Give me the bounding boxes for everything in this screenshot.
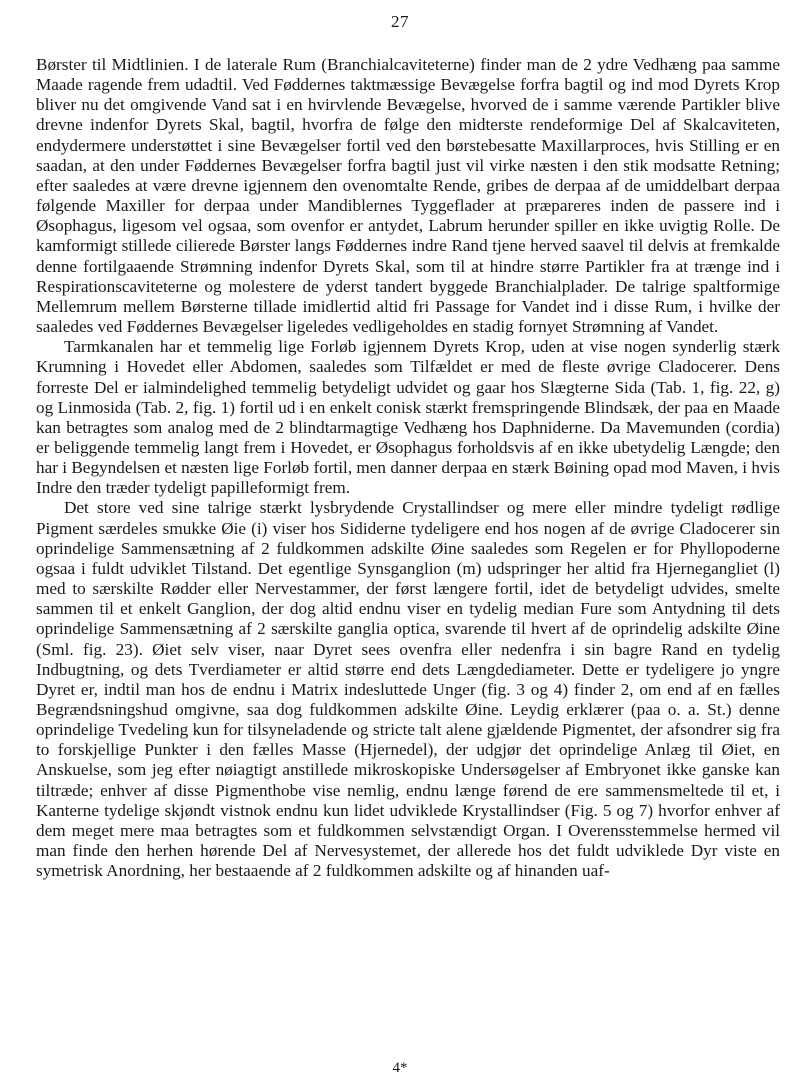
signature-mark: 4* [392, 1060, 408, 1076]
paragraph-2: Tarmkanalen har et temmelig lige Forløb igjennem Dyrets Krop, uden at vise nogen synderlig stærk Krumning i Hovedet eller Abdomen, saaledes som Tilfældet er med de fleste øvrige Cladocerer. Dens forreste Del er ialmindelighed temmelig betydeligt udvidet og gaar hos Slægterne Sida (Tab. 1, fig. 22, g) og Linmosida (Tab. 2, fig. 1) fortil ud i en enkelt conisk stærkt fremspringende Blindsæk, der paa en Maade kan betragtes som analog med de 2 blindtarmagtige Vedhæng hos Daphniderne. Da Mavemunden (cordia) er beliggende temmelig langt frem i Hovedet, er Øsophagus forholdsvis af en ikke ubetydelig Længde; den har i Begyndelsen et næsten lige Forløb fortil, men danner derpaa en stærk Bøining opad mod Maven, i hvis Indre den træder tydeligt papilleformigt frem. [36, 337, 780, 498]
paragraph-1: Børster til Midtlinien. I de laterale Rum (Branchialcaviteterne) finder man de 2 ydre Vedhæng paa samme Maade ragende frem udadtil. Ved Føddernes taktmæssige Bevægelse forfra bagtil og ind mod Dyrets Krop bliver nu det omgivende Vand sat i en hvirvlende Bevægelse, hvorved de i samme værende Partikler blive drevne indenfor Dyrets Skal, bagtil, hvorfra de følge den midterste rendeformige Del af Skalcaviteten, endydermere understøttet i sine Bevægelser fortil ved den børstebesatte Maxillarproces, hvis Stilling er en saadan, at den under Føddernes Bevægelser forfra bagtil just vil virke næsten i den stik modsatte Retning; efter saaledes at være drevne igjennem den ovenomtalte Rende, gribes de derpaa af de umiddelbart derpaa følgende Maxiller for derpaa under Mandiblernes Tyggeflader at præpareres inden de passere ind i Øsophagus, ligesom vel ogsaa, som ovenfor er antydet, Labrum herunder spiller en ikke uvigtig Rolle. De kamformigt stillede cilierede Børster langs Føddernes indre Rand tjene herved saavel til delvis at fremkalde denne fortilgaaende Strømning indenfor Dyrets Skal, som til at hindre større Partikler fra at trænge ind i Respirationscaviteterne og molestere de yderst tandert byggede Branchialplader. De talrige spaltformige Mellemrum mellem Børsterne tillade imidlertid altid fri Passage for Vandet ind i disse Rum, i hvilke der saaledes ved Føddernes Bevægelser ligeledes vedligeholdes en stadig fornyet Strømning af Vandet. [36, 55, 780, 337]
body-text [36, 55, 780, 881]
paragraph-3: Det store ved sine talrige stærkt lysbrydende Crystallindser og mere eller mindre tydeligt rødlige Pigment særdeles smukke Øie (i) viser hos Sididerne tydeligere end hos nogen af de øvrige Cladocerer sin oprindelige Sammensætning af 2 fuldkommen adskilte Øine saaledes som Regelen er for Phyllopoderne ogsaa i fuldt udviklet Tilstand. Det egentlige Synsganglion (m) udspringer her altid fra Hjernegangliet (l) med to særskilte Rødder eller Nervestammer, der først længere fortil, idet de betydeligt udvides, smelte sammen til et enkelt Ganglion, der dog altid endnu viser en tydelig median Fure som Antydning til dets oprindelige Sammensætning af 2 særskilte ganglia optica, svarende til hvert af de oprindelig adskilte Øine (Sml. fig. 23). Øiet selv viser, naar Dyret sees ovenfra eller nedenfra i sin bagre Rand en tydelig Indbugtning, og dets Tverdiameter er altid større end dets Længdediameter. Dette er tydeligere jo yngre Dyret er, indtil man hos de endnu i Matrix indesluttede Unger (fig. 3 og 4) finder 2, om end af en fælles Begrændsningshud omgivne, saa dog fuldkommen adskilte Øine. Leydig erklærer (paa o. a. St.) denne oprindelige Tvedeling kun for tilsyneladende og stricte talt alene gjældende Pigmentet, der afsondrer sig fra to forskjellige Punkter i den fælles Masse (Hjernedel), der udgjør det oprindelige Anlæg til Øiet, en Anskuelse, som jeg efter nøiagtigt anstillede mikroskopiske Undersøgelser af Embryonet ikke ganske kan tiltræde; enhver af disse Pigmenthobe vise nemlig, endnu længe førend de ere sammensmeltede til et, i Kanterne tydelige skjøndt vistnok endnu kun lidet udviklede Krystallindser (Fig. 5 og 7) hvorfor enhver af dem meget mere maa betragtes som et fuldkommen selvstændigt Organ. I Overensstemmelse hermed vil man finde den herhen hørende Del af Nervesystemet, der allerede hos det fuldt udviklede Dyr viste en symetrisk Anordning, her bestaaende af 2 fuldkommen adskilte og af hinanden uaf- [36, 498, 780, 881]
page-number: 27 [391, 12, 409, 31]
